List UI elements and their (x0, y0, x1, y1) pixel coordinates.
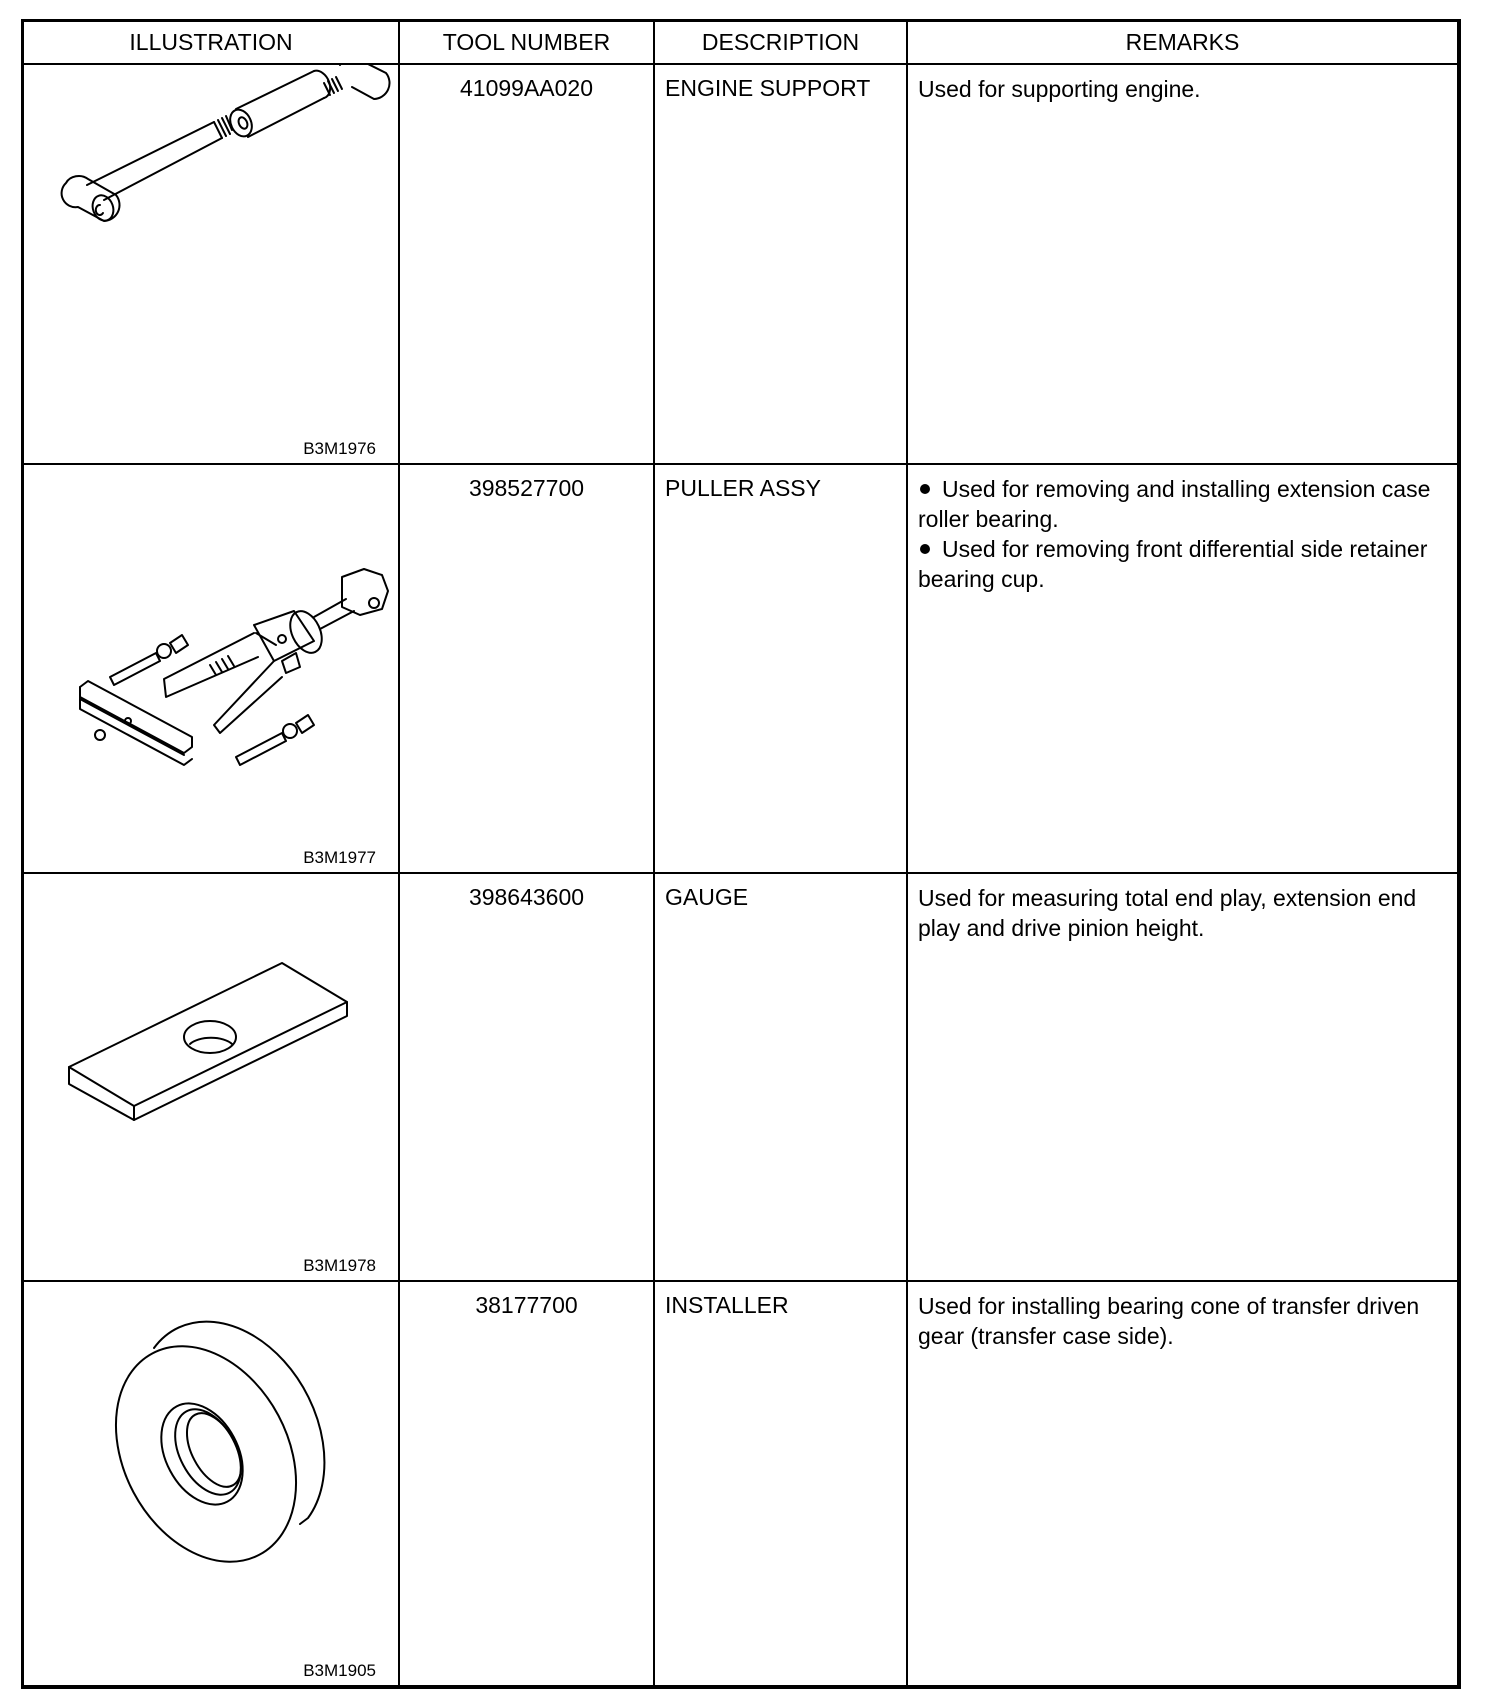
tool-remarks (908, 874, 1457, 1280)
illustration-code: B3M1978 (303, 1256, 376, 1275)
tool-remarks (908, 1282, 1457, 1685)
illustration-code: B3M1905 (303, 1661, 376, 1680)
remark-text: Used for removing and installing extension case roller bearing. (918, 476, 1431, 532)
table-row (24, 874, 1457, 1282)
tool-remarks (908, 465, 1457, 872)
tool-description: INSTALLER (655, 1282, 908, 1685)
bullet-icon (920, 544, 930, 554)
illustration-cell (24, 65, 400, 463)
illustration-cell (24, 465, 400, 872)
installer-disc-icon (24, 1282, 398, 1683)
illustration-code: B3M1976 (303, 439, 376, 458)
bullet-icon (920, 484, 930, 494)
gauge-plate-icon (24, 874, 398, 1280)
header-description: DESCRIPTION (655, 22, 908, 63)
header-illustration: ILLUSTRATION (24, 22, 400, 63)
tool-number: 398527700 (400, 465, 655, 872)
tool-number: 41099AA020 (400, 65, 655, 463)
header-tool-number: TOOL NUMBER (400, 22, 655, 63)
table-row (24, 1282, 1457, 1685)
tool-description: ENGINE SUPPORT (655, 65, 908, 463)
tool-number: 38177700 (400, 1282, 655, 1685)
table-row (24, 465, 1457, 874)
engine-support-icon (24, 65, 398, 463)
table-header-row (24, 22, 1457, 65)
tool-description: GAUGE (655, 874, 908, 1280)
header-remarks: REMARKS (1125, 29, 1240, 55)
remark-text: Used for supporting engine. (918, 76, 1201, 102)
tool-description: PULLER ASSY (655, 465, 908, 872)
remark-text: Used for installing bearing cone of transfer driven gear (transfer case side). (918, 1293, 1420, 1349)
table-row (24, 65, 1457, 465)
illustration-cell (24, 1282, 400, 1685)
remark-bullet-item (918, 534, 1447, 594)
illustration-code: B3M1977 (303, 848, 376, 867)
special-tools-table (21, 19, 1461, 1689)
remark-bullet-item (918, 474, 1447, 534)
puller-assembly-icon (24, 465, 398, 872)
tool-remarks (908, 65, 1457, 463)
illustration-cell (24, 874, 400, 1280)
remark-text: Used for measuring total end play, extension end play and drive pinion height. (918, 885, 1417, 941)
tool-number: 398643600 (400, 874, 655, 1280)
remark-text: Used for removing front differential side retainer bearing cup. (918, 536, 1428, 592)
